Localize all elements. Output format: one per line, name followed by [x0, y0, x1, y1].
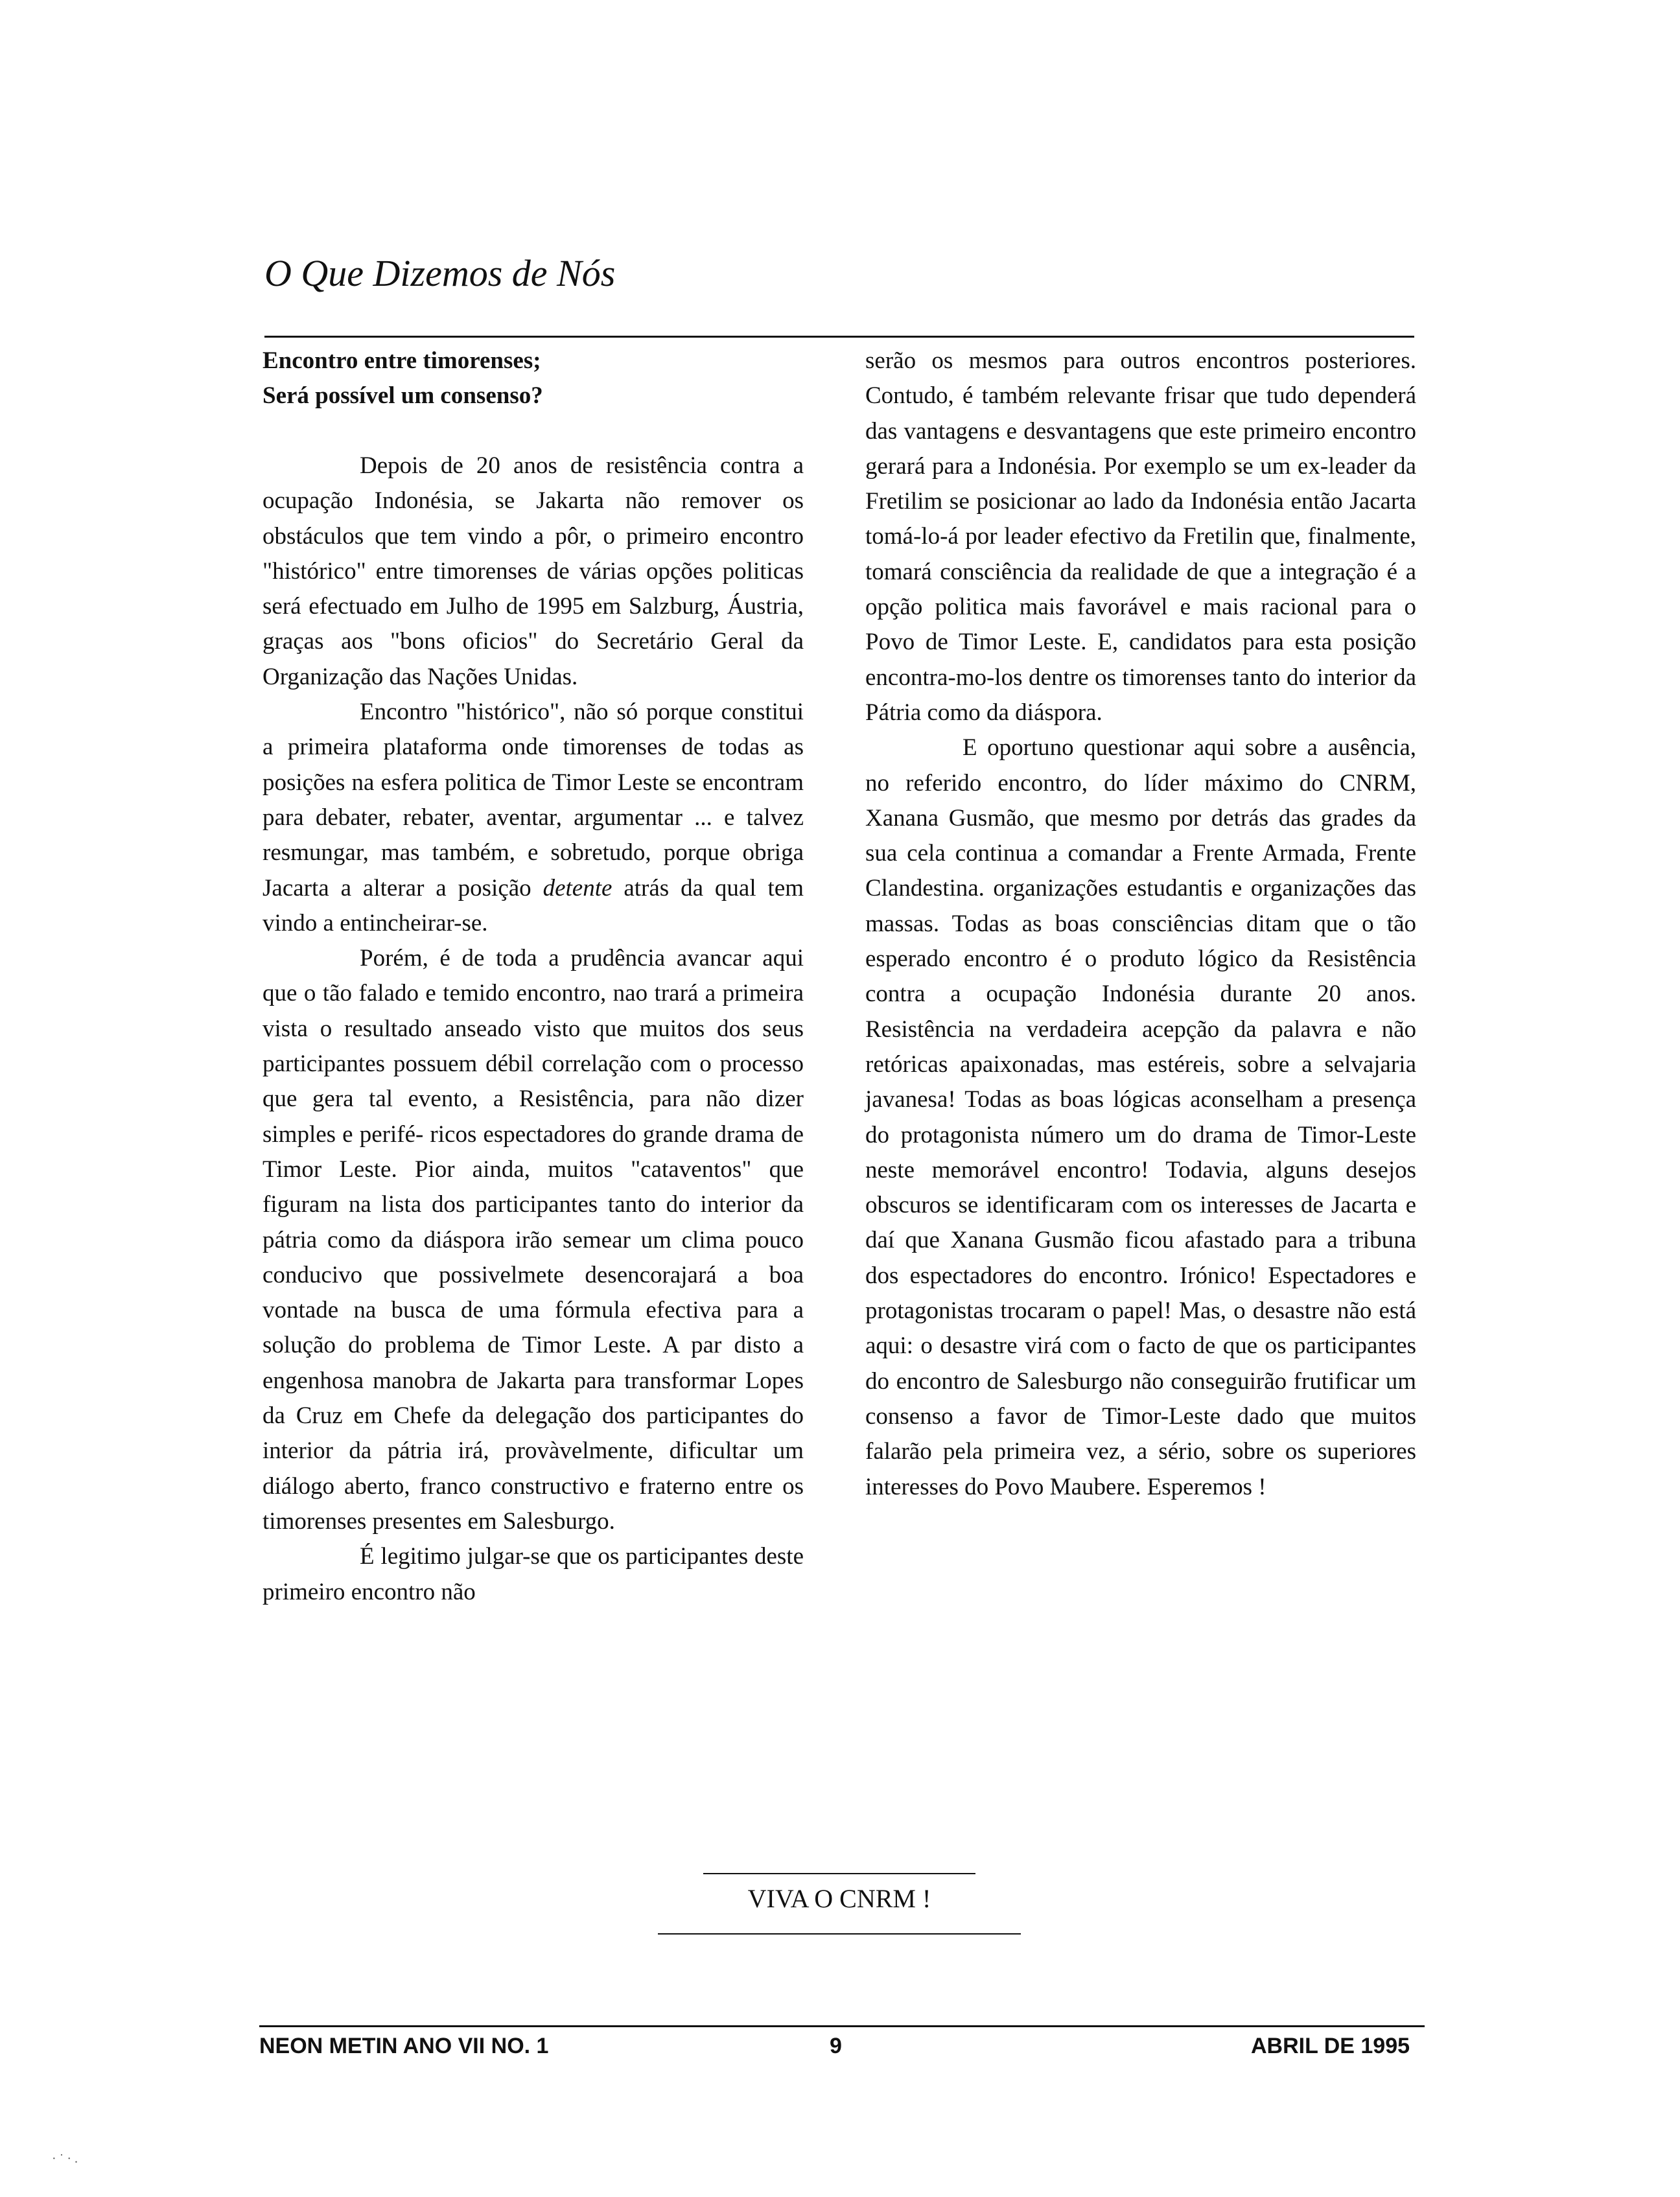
- section-title: O Que Dizemos de Nós: [264, 252, 616, 294]
- slogan-text: VIVA O CNRM !: [747, 1884, 931, 1913]
- headline-line-1: Encontro entre timorenses;: [262, 347, 541, 374]
- slogan-rule-top: [703, 1873, 975, 1874]
- footer-publication: NEON METIN ANO VII NO. 1: [259, 2034, 549, 2058]
- article-headline: [262, 343, 804, 413]
- paragraph: [262, 695, 804, 941]
- paragraph-text: Encontro "histórico", não só porque constitui a primeira plataforma onde timorenses de todas as posições na esfera politica de Timor Leste se encontram para debater, rebater, aventar, argumentar ... e talvez resmungar, mas também, e sobretudo, porque obriga Jacarta a alterar a posição: [262, 699, 804, 901]
- paragraph: E oportuno questionar aqui sobre a ausência, no referido encontro, do líder máximo do CNRM, Xanana Gusmão, que mesmo por detrás das grades da sua cela continua a comandar a Frente Armada, Frente Clandestina. organizações estudantis e organizações das massas. Todas as boas consciências ditam que o tão esperado encontro é o produto lógico da Resistência contra a ocupação Indonésia durante 20 anos. Resistência na verdadeira acepção da palavra e não retóricas apaixonadas, mas estéreis, sobre a selvajaria javanesa! Todas as boas lógicas aconselham a presença do protagonista número um do drama de Timor-Leste neste memorável encontro! Todavia, alguns desejos obscuros se identificaram com os interesses de Jacarta e daí que Xanana Gusmão ficou afastado para a tribuna dos espectadores do encontro. Irónico! Espectadores e protagonistas trocaram o papel! Mas, o desastre não está aqui: o desastre virá com o facto de que os participantes do encontro de Salesburgo não conseguirão frutificar um consenso a favor de Timor-Leste dado que muitos falarão pela primeira vez, a sério, sobre os superiores interesses do Povo Maubere. Esperemos !: [865, 734, 1416, 1500]
- paragraph: serão os mesmos para outros encontros posteriores. Contudo, é também relevante frisar que tudo dependerá das vantagens e desvantagens que este primeiro encontro gerará para a Indonésia. Por exemplo se um ex-leader da Fretilim se posicionar ao lado da Indonésia então Jacarta tomá-lo-á por leader efectivo da Fretilin que, finalmente, tomará consciência da realidade de que a integração é a opção politica mais favorável e mais racional para o Povo de Timor Leste. E, candidatos para esta posição encontra-mo-los dentre os timorenses tanto do interior da Pátria como da diáspora.: [865, 347, 1416, 726]
- slogan-rule-bottom: [658, 1933, 1021, 1935]
- footer-divider: [259, 2025, 1425, 2027]
- left-column: [262, 343, 804, 1610]
- scan-specks: · ˙ · .: [52, 2152, 78, 2166]
- headline-line-2: Será possível um consenso?: [262, 382, 543, 409]
- paragraph: Depois de 20 anos de resistência contra a ocupação Indonésia, se Jakarta não remover os obstáculos que tem vindo a pôr, o primeiro encontro "histórico" entre timorenses de várias opções politicas será efectuado em Julho de 1995 em Salzburg, Áustria, graças aos "bons oficios" do Secretário Geral da Organização das Nações Unidas.: [262, 452, 804, 690]
- footer-date: ABRIL DE 1995: [1251, 2034, 1410, 2058]
- paragraph-text: atrás da qual tem vindo a entincheirar-se.: [262, 874, 804, 936]
- paragraph: Porém, é de toda a prudência avancar aqui que o tão falado e temido encontro, nao trará a primeira vista o resultado anseado visto que muitos dos seus participantes possuem débil correlação com o processo que gera tal evento, a Resistência, para não dizer simples e perifé- ricos espectadores do grande drama de Timor Leste. Pior ainda, muitos "cataventos" que figuram na lista dos participantes tanto do interior da pátria como da diáspora irão semear um clima pouco conducivo que possivelmete desencorajará a boa vontade na busca de uma fórmula efectiva para a solução do problema de Timor Leste. A par disto a engenhosa manobra de Jakarta para transformar Lopes da Cruz em Chefe da delegação dos participantes do interior da pátria irá, provàvelmente, dificultar um diálogo aberto, franco constructivo e fraterno entre os timorenses presentes em Salesburgo.: [262, 945, 804, 1535]
- closing-slogan: [648, 1873, 1031, 1935]
- paragraph: É legitimo julgar-se que os participantes deste primeiro encontro não: [262, 1543, 804, 1605]
- right-column: [865, 343, 1416, 1505]
- page-number: 9: [830, 2034, 842, 2058]
- top-divider: [264, 336, 1414, 338]
- italic-term: detente: [542, 874, 612, 901]
